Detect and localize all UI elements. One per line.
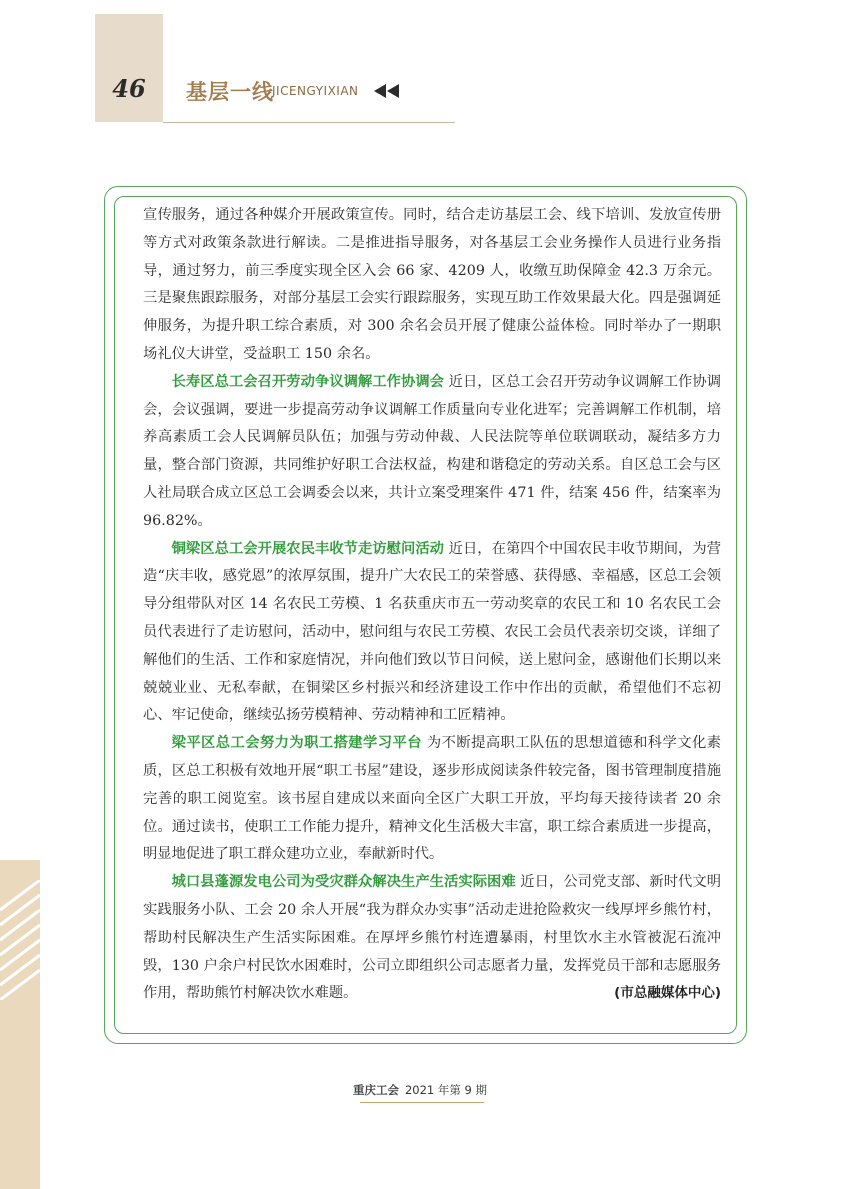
- section-title: 基层一线: [186, 80, 274, 104]
- decorative-stripes: [0, 880, 40, 1000]
- news-item-text: 近日，在第四个中国农民丰收节期间，为营造“庆丰收，感党恩”的浓厚氛围，提升广大农民工的荣誉感、获得感、幸福感，区总工会领导分组带队对区 14 名农民工劳模、1 名获重庆市五一劳动奖章的农民工和 10 名农民工会员代表进行了走访慰问，活动中，慰问组与农民工劳模、农民工会员代表亲切交谈，详细了解他们的生活、工作和家庭情况，并向他们致以节日问候，送上慰问金，感谢他们长期以来兢兢业业、无私奉献，在铜梁区乡村振兴和经济建设工作中作出的贡献，希望他们不忘初心、牢记使命，继续弘扬劳模精神、劳动精神和工匠精神。: [143, 540, 722, 724]
- page-footer: [300, 1082, 540, 1098]
- header-divider: [163, 122, 455, 123]
- article-body: [143, 202, 721, 1008]
- news-item-headline: 铜梁区总工会开展农民丰收节走访慰问活动: [171, 540, 445, 557]
- page-number-tab: [95, 14, 163, 122]
- news-item-headline: 梁平区总工会努力为职工搭建学习平台: [171, 735, 422, 752]
- news-item-text: 近日，区总工会召开劳动争议调解工作协调会，会议强调，要进一步提高劳动争议调解工作质量向专业化进军；完善调解工作机制，培养高素质工会人民调解员队伍；加强与劳动仲裁、人民法院等单位联调联动，凝结多方力量，整合部门资源，共同维护好职工合法权益，构建和谐稳定的劳动关系。自区总工会与区人社局联合成立区总工会调委会以来，共计立案受理案件 471 件，结案 456 件，结案率为 96.82%。: [143, 373, 722, 529]
- magazine-brand: 重庆工会: [352, 1083, 399, 1097]
- news-item-text: 近日，公司党支部、新时代文明实践服务小队、工会 20 余人开展“我为群众办实事”活动走进抢险救灾一线厚坪乡熊竹村，帮助村民解决生产生活实际困难。在厚坪乡熊竹村连遭暴雨，村里饮水主水管被泥石流冲毁，130 户余户村民饮水困难时，公司立即组织公司志愿者力量，发挥党员干部和志愿服务作用，帮助熊竹村解决饮水难题。: [143, 874, 721, 1002]
- news-item-liangping: [143, 730, 721, 869]
- section-subtitle: JICENGYIXIAN: [272, 84, 359, 98]
- page-number: 46: [112, 74, 146, 103]
- news-item-text: 为不断提高职工队伍的思想道德和科学文化素质，区总工积极有效地开展“职工书屋”建设，逐步形成阅读条件较完备，图书管理制度措施完善的职工阅览室。该书屋自建成以来面向全区广大职工开放，平均每天接待读者 20 余位。通过读书，使职工工作能力提升，精神文化生活极大丰富，职工综合素质进一步提高，明显地促进了职工群众建功立业，奉献新时代。: [143, 735, 721, 863]
- issue-label: 2021 年第 9 期: [404, 1083, 488, 1097]
- article-source: (市总融媒体中心): [614, 985, 721, 1002]
- news-item-changshou: [143, 369, 721, 536]
- article-intro: 宣传服务，通过各种媒介开展政策宣传。同时，结合走访基层工会、线下培训、发放宣传册等方式对政策条款进行解读。二是推进指导服务，对各基层工会业务操作人员进行业务指导，通过努力，前三季度实现全区入会 66 家、4209 人，收缴互助保障金 42.3 万余元。三是聚焦跟踪服务，对部分基层工会实行跟踪服务，实现互助工作效果最大化。四是强调延伸服务，为提升职工综合素质，对 300 余名会员开展了健康公益体检。同时举办了一期职场礼仪大讲堂，受益职工 150 余名。: [143, 207, 721, 362]
- footer-divider: [360, 1102, 484, 1103]
- news-item-tongliang: [143, 536, 721, 731]
- news-item-chengkou: [143, 869, 721, 1008]
- news-item-headline: 城口县蓬源发电公司为受灾群众解决生产生活实际困难: [171, 874, 516, 891]
- news-item-headline: 长寿区总工会召开劳动争议调解工作协调会: [171, 373, 445, 390]
- double-left-arrow-icon: [374, 84, 400, 98]
